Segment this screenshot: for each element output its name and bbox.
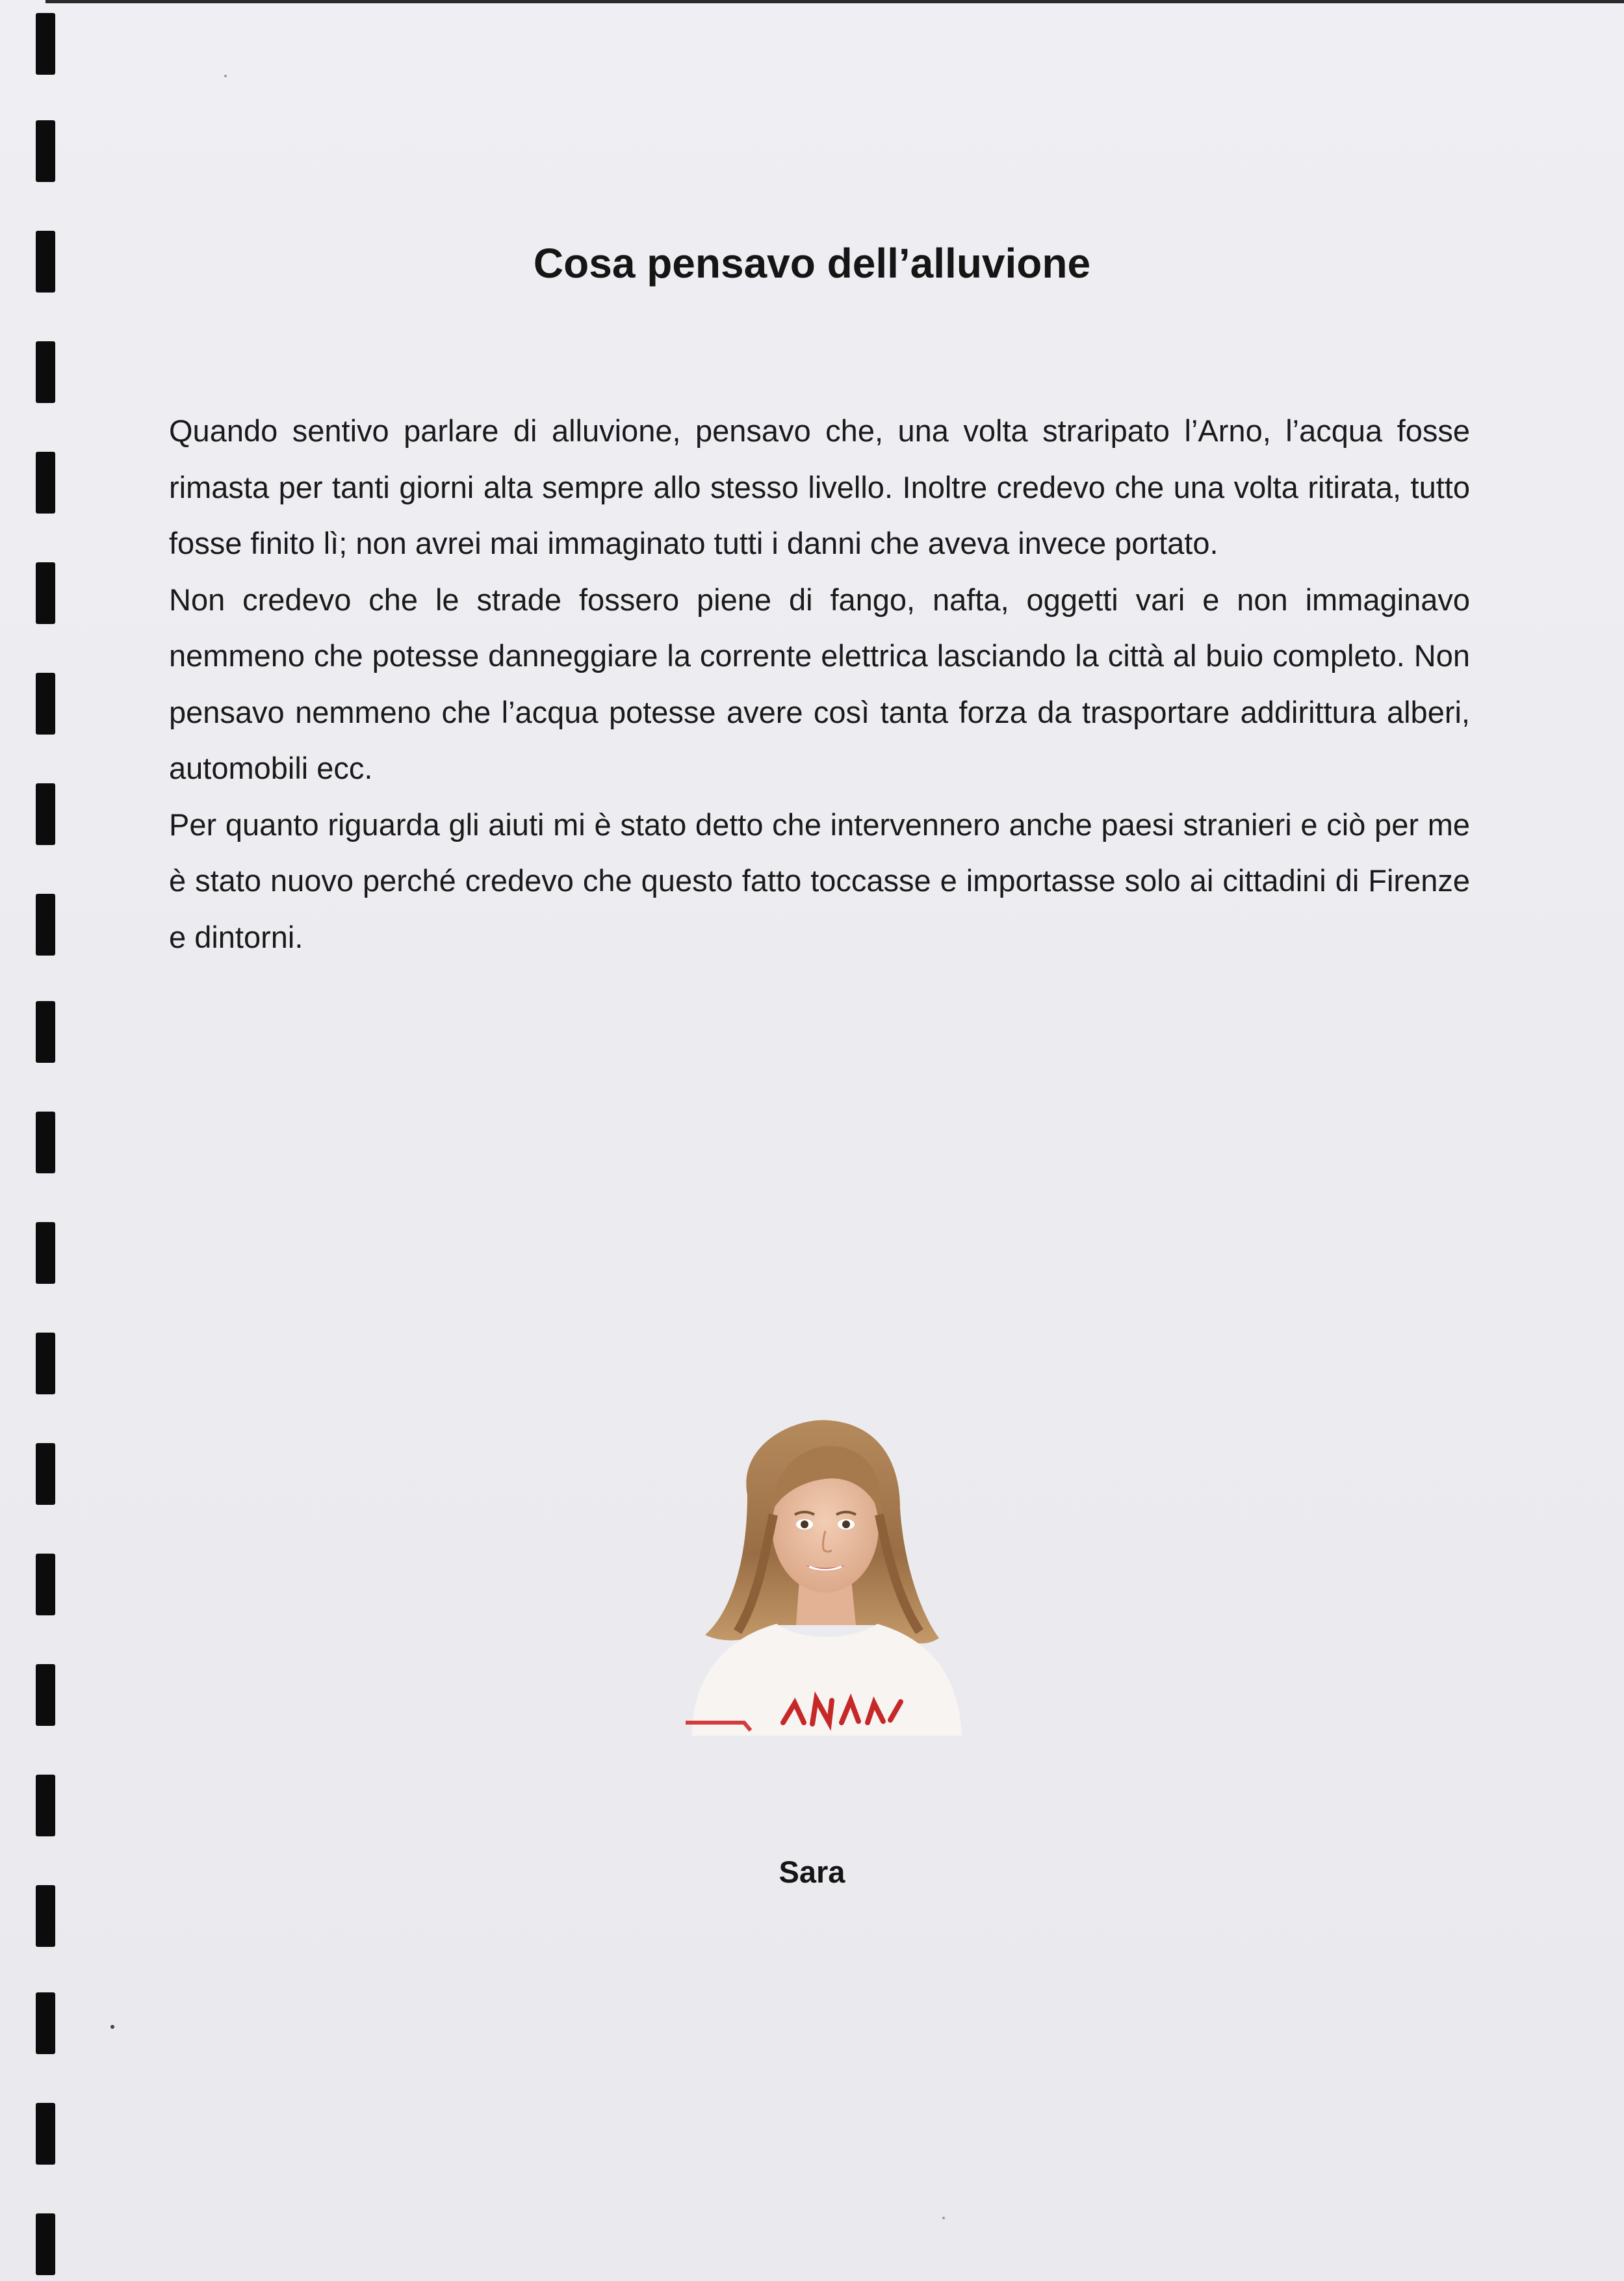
- binding-hole: [36, 1885, 55, 1947]
- paragraph: Quando sentivo parlare di alluvione, pensavo che, una volta straripato l’Arno, l’acqua fosse rimasta per tanti giorni alta sempre allo stesso livello. Inoltre credevo che una volta ritirata, tutto fosse finito lì; non avrei mai immaginato tutti i danni che aveva invece portato.: [169, 413, 1470, 560]
- binding-hole: [36, 1222, 55, 1284]
- page-top-edge: [45, 0, 1624, 3]
- paragraph: Per quanto riguarda gli aiuti mi è stato detto che intervennero anche paesi stranieri e ciò per me è stato nuovo perché credevo che questo fatto toccasse e importasse solo ai cittadini di Firenze e dintorni.: [169, 807, 1470, 954]
- author-signature: Sara: [779, 1855, 845, 1889]
- binding-hole: [36, 1775, 55, 1836]
- paragraph: Non credevo che le strade fossero piene di fango, nafta, oggetti vari e non immaginavo nemmeno che potesse danneggiare la corrente elettrica lasciando la città al buio completo. Non pensavo nemmeno che l’acqua potesse avere così tanta forza da trasportare addirittura alberi, automobili ecc.: [169, 582, 1470, 785]
- paper-speck: [110, 2025, 114, 2029]
- document-body: [169, 403, 1470, 965]
- binding-hole: [36, 452, 55, 514]
- binding-hole: [36, 1112, 55, 1173]
- binding-hole: [36, 1664, 55, 1726]
- binding-hole: [36, 1443, 55, 1505]
- portrait-photo: [686, 1417, 965, 1736]
- binding-hole: [36, 2213, 55, 2275]
- binding-hole: [36, 1001, 55, 1063]
- binding-hole: [36, 1992, 55, 2054]
- binding-hole: [36, 562, 55, 624]
- binding-hole: [36, 894, 55, 956]
- document-title: Cosa pensavo dell’alluvione: [533, 240, 1091, 287]
- binding-hole: [36, 341, 55, 403]
- binding-hole: [36, 120, 55, 182]
- binding-hole: [36, 1333, 55, 1394]
- binding-hole: [36, 2103, 55, 2165]
- binding-holes: [36, 0, 55, 2281]
- binding-hole: [36, 673, 55, 735]
- binding-hole: [36, 1554, 55, 1615]
- binding-hole: [36, 783, 55, 845]
- paper-speck: [224, 75, 227, 77]
- paper-speck: [942, 2217, 945, 2219]
- binding-hole: [36, 13, 55, 75]
